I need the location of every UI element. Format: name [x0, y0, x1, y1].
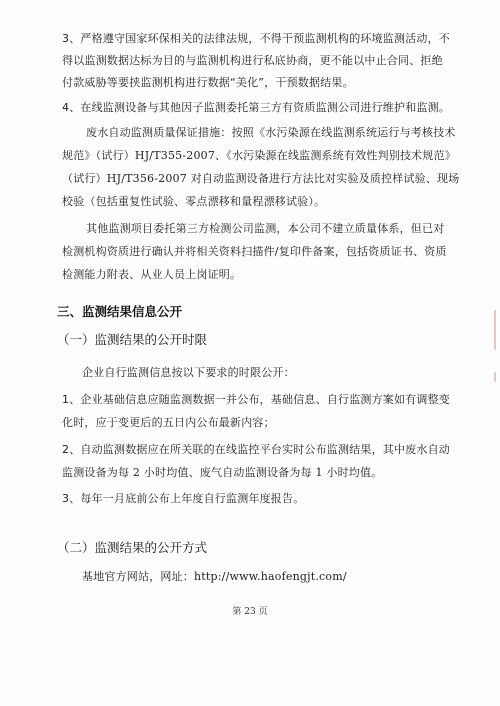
- para3-line4: 校验（包括重复性试验、零点漂移和量程漂移试验）。: [62, 195, 326, 208]
- para3-line3: （试行）HJ/T356-2007 对自动监测设备进行方法比对实验及质控样试验、现场: [62, 172, 460, 185]
- sub1-intro: 企业自行监测信息按以下要求的时限公开：: [82, 366, 295, 379]
- para4-line3: 检测能力附表、从业人员上岗证明。: [62, 268, 242, 281]
- subsection-2-heading: （二）监测结果的公开方式: [57, 540, 208, 555]
- sub1-item1-line1: 1、企业基础信息应随监测数据一并公布，基础信息、自行监测方案如有调整变: [62, 393, 450, 406]
- para4-line2: 检测机构资质进行确认并将相关资料扫描件/复印件备案，包括资质证书、资质: [62, 245, 447, 258]
- para3-line2: 规范》（试行）HJ/T355-2007、《水污染源在线监测系统有效性判别技术规范》: [62, 149, 456, 162]
- sub1-item2-line1: 2、自动监测数据应在所关联的在线监控平台实时公布监测结果，其中废水自动: [62, 443, 450, 456]
- scan-edge-mark: [494, 372, 496, 382]
- section-3-heading: 三、监测结果信息公开: [57, 304, 183, 319]
- website-line: 基地官方网站，网址：http://www.haofengjt.com/: [82, 570, 347, 583]
- para1-line3: 付款威胁等要挟监测机构进行数据“美化”，干预数据结果。: [62, 76, 354, 89]
- sub1-item3-line1: 3、每年一月底前公布上年度自行监测年度报告。: [62, 492, 305, 505]
- para3-line1: 废水自动监测质量保证措施：按照《水污染源在线监测系统运行与考核技术: [86, 126, 456, 139]
- sub1-item2-line2: 监测设备为每 2 小时均值、废气自动监测设备为每 1 小时均值。: [62, 466, 383, 479]
- subsection-1-heading: （一）监测结果的公开时限: [57, 332, 208, 347]
- para1-line2: 得以监测数据达标为目的与监测机构进行私底协商，更不能以中止合同、拒绝: [62, 54, 443, 67]
- page-number: 第 23 页: [232, 607, 268, 617]
- para1-line1: 3、严格遵守国家环保相关的法律法规，不得干预监测机构的环境监测活动，不: [62, 32, 450, 45]
- para4-line1: 其他监测项目委托第三方检测公司监测，本公司不建立质量体系，但已对: [86, 222, 445, 235]
- scan-edge-mark: [494, 310, 496, 350]
- para2-line1: 4、在线监测设备与其他因子监测委托第三方有资质监测公司进行维护和监测。: [62, 101, 450, 114]
- sub1-item1-line2: 化时，应于变更后的五日内公布最新内容；: [62, 416, 275, 429]
